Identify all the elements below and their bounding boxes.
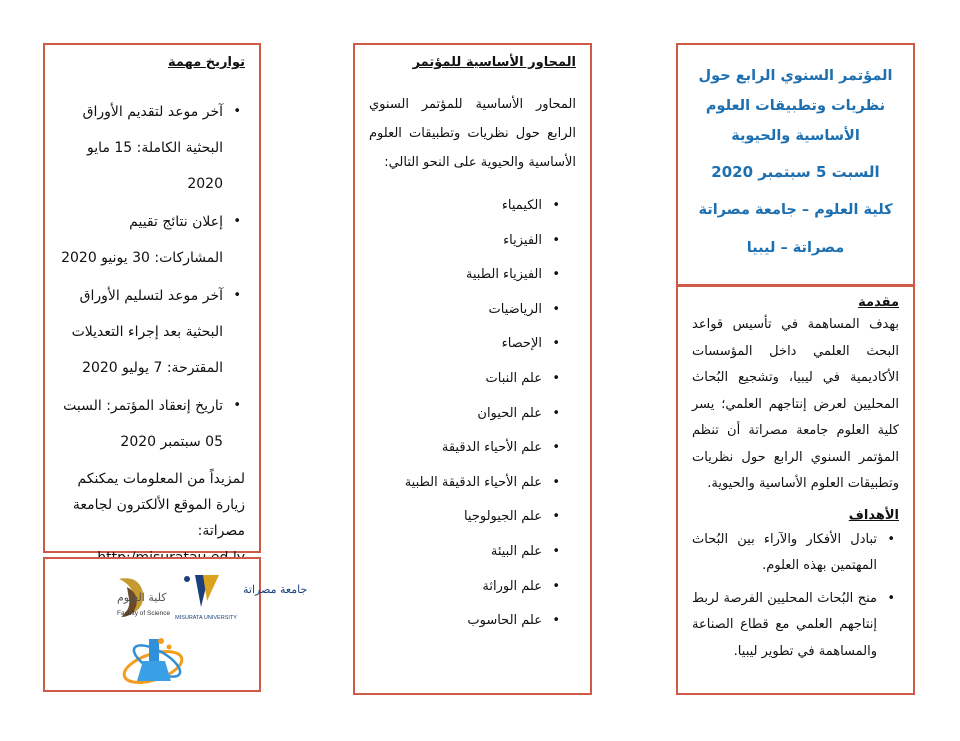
axis-item: • الفيزياء الطبية <box>369 258 542 293</box>
axis-item: • علم الوراثة <box>369 570 542 605</box>
date-item-results: • إعلان نتائج تقييم المشاركات: 30 يونيو 2020 <box>59 204 223 276</box>
axis-item: • الفيزياء <box>369 224 542 259</box>
intro-text: بهدف المساهمة في تأسيس قواعد البحث العلمي داخل المؤسسات الأكاديمية في ليبيا، وتشجيع البُحاث المحليين لعرض إنتاجهم العلمي؛ يسر كلية العلوم جامعة مصراتة أن تنظم المؤتمر السنوي الرابع حول نظريات وتطبيقات العلوم الأساسية والحيوية. <box>692 317 899 491</box>
date-item-full-papers: • آخر موعد لتقديم الأوراق البحثية الكاملة: 15 مايو 2020 <box>59 94 223 202</box>
conference-axes-list <box>369 189 576 639</box>
axis-item: • علم الحاسوب <box>369 604 542 639</box>
logos-panel <box>43 557 308 692</box>
important-dates-heading: تواريخ مهمة <box>168 55 245 70</box>
conference-axes-intro: المحاور الأساسية للمؤتمر السنوي الرابع حول نظريات وتطبيقات العلوم الأساسية والحيوية على النحو التالي: <box>369 97 576 170</box>
goal-item: • منح البُحاث المحليين الفرصة لربط إنتاجهم العلمي مع قطاع الصناعة والمساهمة في تطوير ليبيا. <box>692 586 877 666</box>
axis-item: • الكيمياء <box>369 189 542 224</box>
faculty-of-science-logo <box>57 573 171 623</box>
axis-item: • علم الأحياء الدقيقة <box>369 431 542 466</box>
conference-axes-heading: المحاور الأساسية للمؤتمر <box>412 55 576 70</box>
conference-date: السبت 5 سبتمبر 2020 <box>711 163 880 181</box>
axis-item: • الرياضيات <box>369 293 542 328</box>
axis-item: • علم الحيوان <box>369 397 542 432</box>
important-dates-panel <box>43 43 261 553</box>
date-item-conference: • تاريخ إنعقاد المؤتمر: السبت 05 سبتمبر 2020 <box>59 388 223 460</box>
more-info-text: لمزيداً من المعلومات يمكنكم زيارة الموقع الألكترون لجامعة مصراتة: <box>72 471 245 539</box>
faculty-of-science-en: Faculty of Science <box>117 610 171 617</box>
axis-item: • علم الأحياء الدقيقة الطبية <box>369 466 542 501</box>
conference-title: المؤتمر السنوي الرابع حول نظريات وتطبيقات العلوم الأساسية والحيوية <box>698 68 893 144</box>
goals-heading: الأهداف <box>848 507 899 523</box>
axis-item: • الإحصاء <box>369 327 542 362</box>
axis-item: • علم النبات <box>369 362 542 397</box>
misurata-university-ar: جامعة مصراتة <box>243 583 308 596</box>
date-item-revised-papers: • آخر موعد لتسليم الأوراق البحثية بعد إجراء التعديلات المقترحة: 7 يوليو 2020 <box>59 278 223 386</box>
intro-goals-panel <box>676 285 915 695</box>
faculty-of-science-ar: كلية العلوم <box>117 591 167 604</box>
goals-list <box>692 527 899 666</box>
conference-emblem-logo <box>113 631 197 691</box>
axis-item: • علم البيئة <box>369 535 542 570</box>
conference-venue: كلية العلوم – جامعة مصراتة <box>698 202 893 218</box>
intro-heading: مقدمة <box>858 295 899 310</box>
conference-title-panel <box>676 43 915 286</box>
goal-item: • تبادل الأفكار والآراء بين البُحاث المهتمين بهذه العلوم. <box>692 527 877 580</box>
conference-city: مصراتة – ليبيا <box>746 240 845 256</box>
important-dates-list <box>59 94 245 460</box>
axis-item: • علم الجيولوجيا <box>369 500 542 535</box>
misurata-university-en: MISURATA UNIVERSITY <box>175 615 237 621</box>
misurata-university-logo <box>157 571 308 627</box>
conference-axes-panel <box>353 43 592 695</box>
